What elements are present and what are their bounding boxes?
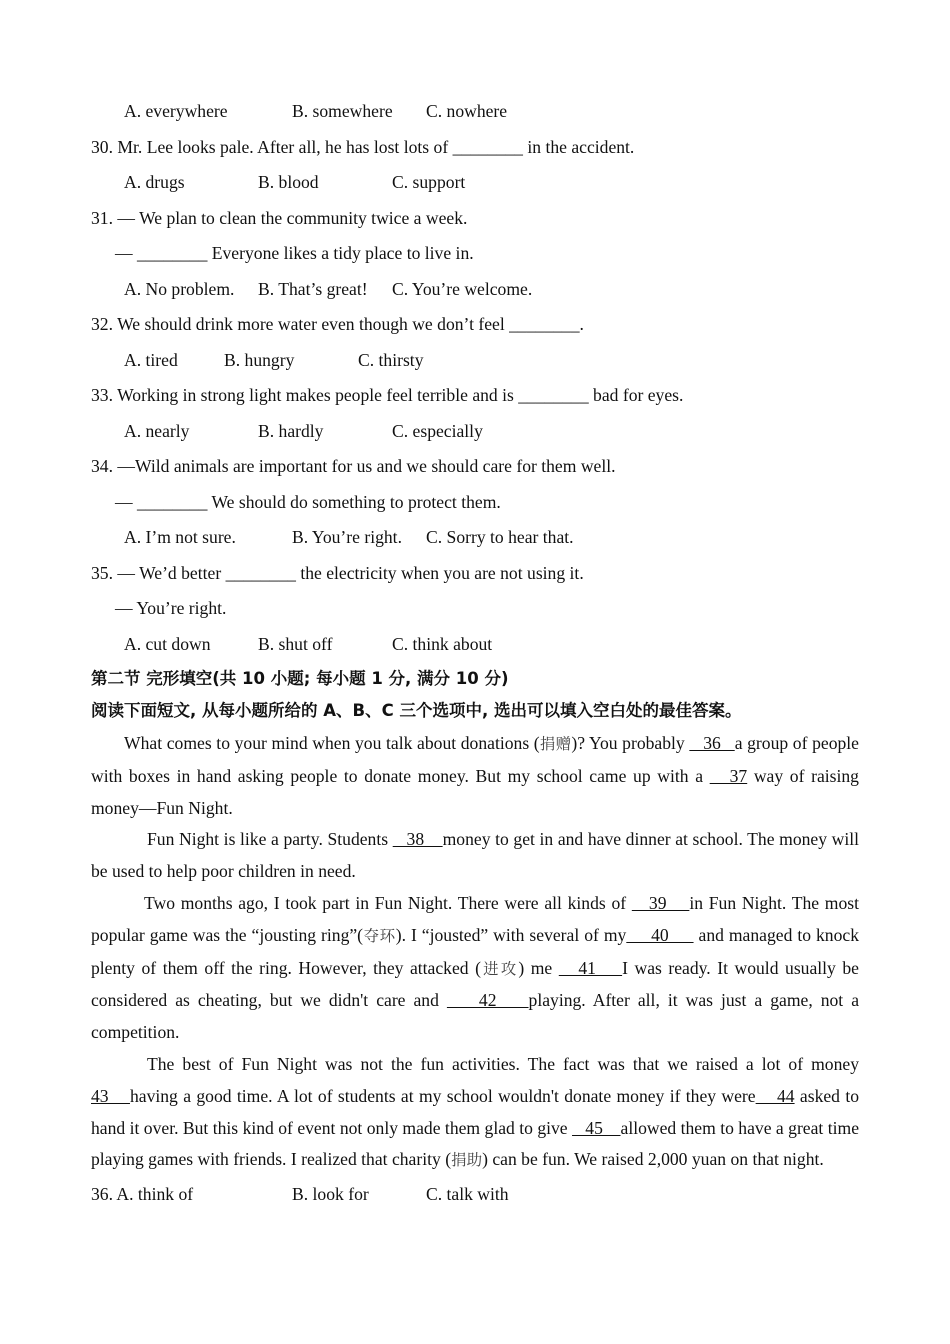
blank-36[interactable]: 36	[689, 733, 735, 753]
option-c[interactable]: C. talk with	[426, 1184, 509, 1205]
q34-options	[91, 523, 859, 559]
option-c[interactable]: C. thirsty	[358, 349, 424, 370]
cn-gloss: 夺环	[363, 926, 396, 945]
option-c[interactable]: C. nowhere	[426, 101, 508, 121]
option-b[interactable]: B. You’re right.	[292, 527, 402, 547]
section-instruction: 阅读下面短文, 从每小题所给的 A、B、C 三个选项中, 选出可以填入空白处的最佳答案。	[91, 700, 742, 720]
q33-options	[91, 417, 859, 453]
blank-42[interactable]: 42	[446, 990, 529, 1011]
option-c[interactable]: C. especially	[392, 420, 483, 441]
q29-options	[91, 97, 859, 133]
blank-37[interactable]: 37	[709, 765, 748, 786]
option-a[interactable]: A. everywhere	[124, 101, 228, 121]
q30-options	[91, 168, 859, 204]
passage-paragraph-4: The best of Fun Night was not the fun activities. The fact was that we raised a lot of money 43 having a good time. A lot of students at my school wouldn't donate money if they were 44 asked to hand it over. But this kind of event not only made them glad to give 45 allowed them to have a great time playing games with friends. I realized that charity (捐助) can be fun. We raised 2,000 yuan on that night.	[91, 1053, 860, 1170]
exam-page	[91, 97, 859, 1209]
blank-39[interactable]: 39	[631, 892, 690, 913]
option-a[interactable]: A. I’m not sure.	[124, 527, 236, 547]
passage-paragraph-1: What comes to your mind when you talk about donations (捐赠)? You probably 36 a group of people with boxes in hand asking people to donate money. But my school came up with a 37 way of raising money—Fun Night.	[91, 733, 859, 818]
cn-gloss: 捐赠	[539, 735, 572, 753]
option-b[interactable]: B. That’s great!	[258, 278, 368, 299]
blank-43[interactable]: 43	[91, 1085, 130, 1106]
q32-options	[91, 346, 859, 382]
option-a[interactable]: A. drugs	[124, 172, 185, 192]
q36-options	[91, 1179, 859, 1209]
q30-stem: 30. Mr. Lee looks pale. After all, he has lost lots of ________ in the accident.	[91, 136, 635, 157]
option-a[interactable]: 36. A. think of	[91, 1184, 194, 1205]
q31-options	[91, 275, 859, 311]
blank-38[interactable]: 38	[392, 829, 443, 850]
option-c[interactable]: C. You’re welcome.	[392, 278, 533, 299]
option-b[interactable]: B. hardly	[258, 420, 324, 441]
option-c[interactable]: C. Sorry to hear that.	[426, 527, 574, 547]
passage-paragraph-3: Two months ago, I took part in Fun Night. There were all kinds of 39 in Fun Night. The most popular game was the “jousting ring”(夺环). I “jousted” with several of my 40 and managed to knock plenty of them off the ring. However, they attacked (进攻) me 41 I was ready. It would usually be considered as cheating, but we didn't care and 42 playing. After all, it was just a game, not a competition.	[91, 892, 860, 1043]
option-a[interactable]: A. cut down	[124, 633, 211, 654]
q31-stem: 31. — We plan to clean the community twice a week.	[91, 207, 468, 228]
blank-44[interactable]: 44	[755, 1085, 795, 1106]
blank-45[interactable]: 45	[572, 1117, 621, 1138]
option-b[interactable]: B. somewhere	[292, 101, 393, 121]
option-a[interactable]: A. No problem.	[124, 278, 235, 299]
option-b[interactable]: B. hungry	[224, 349, 295, 370]
cn-gloss: 捐助	[451, 1151, 483, 1170]
blank-41[interactable]: 41	[558, 957, 623, 978]
option-c[interactable]: C. support	[392, 172, 466, 192]
q34-stem: 34. —Wild animals are important for us and we should care for them well.	[91, 456, 616, 476]
option-b[interactable]: B. shut off	[258, 633, 333, 654]
q31-reply: — ________ Everyone likes a tidy place to live in.	[115, 243, 474, 263]
passage-paragraph-2: Fun Night is like a party. Students 38 money to get in and have dinner at school. The money will be used to help poor children in need.	[91, 829, 859, 882]
cn-gloss: 进攻	[480, 959, 519, 978]
q35-options	[91, 630, 859, 666]
q34-reply: — ________ We should do something to protect them.	[115, 491, 501, 512]
option-b[interactable]: B. blood	[258, 172, 319, 192]
q32-stem: 32. We should drink more water even though we don’t feel ________.	[91, 314, 584, 334]
q33-stem: 33. Working in strong light makes people feel terrible and is ________ bad for eyes.	[91, 385, 684, 405]
option-a[interactable]: A. nearly	[124, 420, 190, 441]
option-a[interactable]: A. tired	[124, 349, 178, 370]
section-title: 第二节 完形填空(共 10 小题; 每小题 1 分, 满分 10 分)	[91, 669, 509, 688]
option-b[interactable]: B. look for	[292, 1184, 369, 1205]
q35-reply: — You’re right.	[115, 598, 227, 618]
blank-40[interactable]: 40	[626, 924, 694, 945]
q35-stem: 35. — We’d better ________ the electricity when you are not using it.	[91, 562, 584, 583]
option-c[interactable]: C. think about	[392, 633, 493, 654]
